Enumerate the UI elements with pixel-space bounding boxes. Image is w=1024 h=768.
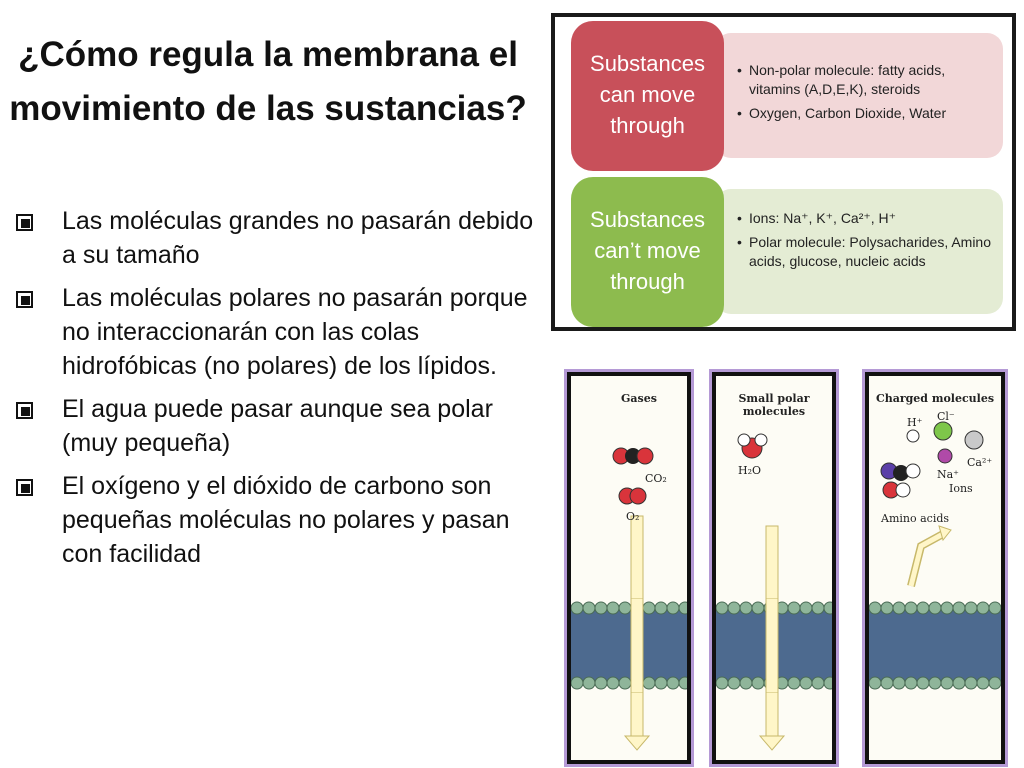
cant-move-list <box>737 209 997 276</box>
bullet-text: Las moléculas grandes no pasarán debido a su tamaño <box>62 207 534 269</box>
cant-move-item: • Polar molecule: Polysacharides, Amino acids, glucose, nucleic acids <box>737 233 997 271</box>
permeability-table-figure <box>551 13 1016 331</box>
can-move-list <box>737 61 997 128</box>
can-move-label-box <box>571 21 724 171</box>
amino-acids-label: Amino acids <box>881 512 950 525</box>
bullet-list <box>12 204 537 580</box>
bullet-item <box>12 204 537 272</box>
bullet-item <box>12 392 537 460</box>
bullet-item <box>12 281 537 383</box>
cl-ion-label: Cl⁻ <box>937 410 955 423</box>
cant-move-label-box <box>571 177 724 327</box>
ca-ion-label: Ca²⁺ <box>967 456 993 469</box>
water-molecule-graphic <box>716 376 832 760</box>
h-ion-label: H⁺ <box>907 416 923 429</box>
gases-label: Gases <box>621 392 657 405</box>
cant-move-label: Substances can’t move through <box>590 207 705 294</box>
bullet-text: El agua puede pasar aunque sea polar (muy pequeña) <box>62 395 493 457</box>
lipid-bilayer-graphic <box>869 598 1001 693</box>
slide-title: ¿Cómo regula la membrana el movimiento de las sustancias? <box>9 35 527 128</box>
checkbox-bullet-icon <box>16 214 33 231</box>
h2o-label: H₂O <box>738 464 762 477</box>
bullet-text: Las moléculas polares no pasarán porque no interaccionarán con las colas hidrofóbicas (no polares) de los lípidos. <box>62 284 528 380</box>
can-move-item: • Non-polar molecule: fatty acids, vitamins (A,D,E,K), steroids <box>737 61 997 99</box>
lipid-bilayer-graphic <box>571 598 687 693</box>
co2-label: CO₂ <box>645 472 667 485</box>
gases-diagram-panel <box>567 372 691 764</box>
ions-label: Ions <box>949 482 973 495</box>
charged-molecules-label: Charged molecules <box>875 392 995 405</box>
o2-label: O₂ <box>626 510 640 523</box>
checkbox-bullet-icon <box>16 402 33 419</box>
can-move-label: Substances can move through <box>590 51 705 138</box>
na-ion-label: Na⁺ <box>937 468 959 481</box>
cant-move-item: • Ions: Na⁺, K⁺, Ca²⁺, H⁺ <box>737 209 997 228</box>
ions-graphic <box>869 376 1001 760</box>
checkbox-bullet-icon <box>16 479 33 496</box>
bullet-text: El oxígeno y el dióxido de carbono son pequeñas moléculas no polares y pasan con facilidad <box>62 472 510 568</box>
lipid-bilayer-graphic <box>716 598 832 693</box>
gases-molecules-graphic <box>571 376 687 760</box>
can-move-item: • Oxygen, Carbon Dioxide, Water <box>737 104 997 123</box>
small-polar-diagram-panel <box>712 372 836 764</box>
charged-molecules-diagram-panel <box>865 372 1005 764</box>
checkbox-bullet-icon <box>16 291 33 308</box>
small-polar-label: Small polar molecules <box>738 392 810 418</box>
bullet-item <box>12 469 537 571</box>
